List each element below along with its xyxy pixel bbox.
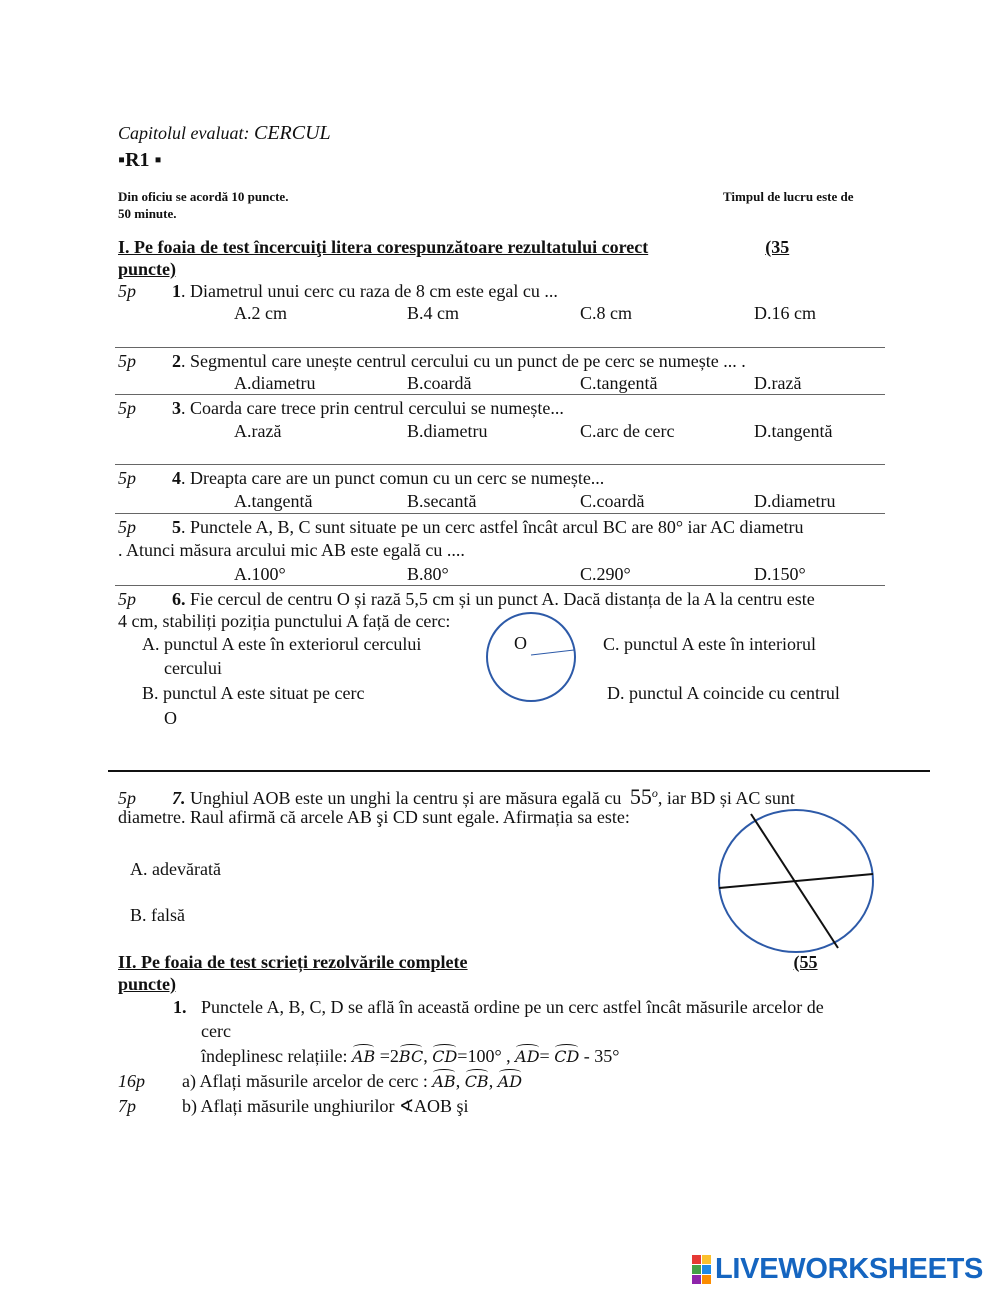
q5-option-a[interactable]: A.100° [234,564,286,584]
relation-tail: - 35° [579,1046,620,1066]
question-5-cont: . Atunci măsura arcului mic AB este egală cu .... [118,540,465,560]
question-points: 5p [118,281,136,301]
question-number: 2 [172,351,181,371]
divider [115,585,885,586]
part2-title [118,951,818,973]
problem-1-text: Punctele A, B, C, D se află în această ordine pe un cerc astfel încât măsurile arcelor de [201,997,824,1017]
q6-option-a[interactable]: A. punctul A este în exteriorul cercului [142,634,422,654]
logo-tiles-icon [692,1255,711,1284]
q4-option-b[interactable]: B.secantă [407,491,477,511]
logo-text: LIVEWORKSHEETS [715,1253,984,1285]
q7-circle-figure [716,806,880,956]
points-note: Din oficiu se acordă 10 puncte. [118,189,289,204]
question-text: Unghiul AOB este un unghi la centru și are măsura egală cu [185,788,622,808]
chapter-line [118,122,331,144]
problem-1-relations [201,1045,619,1068]
circle-outline [487,613,575,701]
q1-option-a[interactable]: A.2 cm [234,303,287,323]
subpoint-b-text: b) Aflați măsurile unghiurilor ∢AOB şi [182,1096,469,1116]
chapter-label: Capitolul evaluat: [118,123,250,143]
part1-points-cont: puncte) [118,259,176,279]
time-note-cont: 50 minute. [118,206,177,221]
logo-tile [702,1255,711,1264]
relations-prefix: îndeplinesc relațiile: [201,1046,352,1066]
q3-option-a[interactable]: A.rază [234,421,282,441]
problem-1-text-cont: cerc [201,1021,231,1041]
question-5 [118,516,804,538]
section-divider [108,770,930,772]
question-7-cont: diametre. Raul afirmă că arcele AB şi CD sunt egale. Afirmația sa este: [118,807,630,827]
question-points: 5p [118,468,136,488]
chapter-name: CERCUL [253,122,331,144]
relation-eq3: = [539,1046,555,1066]
q4-option-d[interactable]: D.diametru [754,491,836,511]
q3-option-d[interactable]: D.tangentă [754,421,833,441]
q4-option-a[interactable]: A.tangentă [234,491,313,511]
question-number: 7. [172,788,186,808]
part2-title-text: II. Pe foaia de test scrieți rezolvările complete [118,952,468,972]
part2-points: (55 [793,952,818,972]
question-1 [118,280,558,302]
logo-tile [692,1255,701,1264]
q5-option-b[interactable]: B.80° [407,564,449,584]
subpoint-a-sep1: , [455,1071,465,1091]
question-text: . Coarda care trece prin centrul cercului se numește... [181,398,564,418]
divider [115,347,885,348]
question-6-cont: 4 cm, stabiliți poziția punctului A față de cerc: [118,611,451,631]
question-number: 1 [172,281,181,301]
arc-ab: AB [432,1072,456,1091]
q7-option-a[interactable]: A. adevărată [130,859,221,879]
arc-cd-2: CD [554,1047,580,1066]
question-3 [118,397,564,419]
q6-option-c[interactable]: C. punctul A este în interiorul [603,634,816,654]
angle-value: 55 [629,784,652,809]
q3-option-b[interactable]: B.diametru [407,421,488,441]
question-points: 5p [118,351,136,371]
question-text: . Segmentul care unește centrul cercului cu un punct de pe cerc se numește ... . [181,351,746,371]
liveworksheets-logo [692,1253,983,1286]
q1-option-d[interactable]: D.16 cm [754,303,816,323]
subpoint-b-points: 7p [118,1096,136,1116]
subpoint-a [182,1070,522,1093]
question-text: Fie cercul de centru O și rază 5,5 cm și un punct A. Dacă distanța de la A la centru este [185,589,815,609]
question-points: 5p [118,517,136,537]
relation-eq1: =2 [375,1046,399,1066]
q1-option-c[interactable]: C.8 cm [580,303,632,323]
divider [115,394,885,395]
q2-option-a[interactable]: A.diametru [234,373,316,393]
q2-option-d[interactable]: D.rază [754,373,802,393]
arc-cb: CB [464,1072,489,1091]
q5-option-d[interactable]: D.150° [754,564,806,584]
question-points: 5p [118,788,136,808]
arc-cd: CD [432,1047,458,1066]
question-points: 5p [118,589,136,609]
arc-ab: AB [351,1047,376,1066]
question-number: 5 [172,517,181,537]
subpoint-a-text: a) Aflați măsurile arcelor de cerc : [182,1071,433,1091]
time-note: Timpul de lucru este de [723,189,854,204]
arc-ad: AD [497,1072,523,1091]
variant-label: ▪R1 ▪ [118,149,162,171]
q2-option-b[interactable]: B.coardă [407,373,472,393]
q3-option-c[interactable]: C.arc de cerc [580,421,675,441]
subpoint-a-sep2: , [488,1071,498,1091]
question-6 [118,588,815,610]
question-text: . Diametrul unui cerc cu raza de 8 cm este egal cu ... [181,281,558,301]
subpoint-a-points: 16p [118,1071,145,1091]
q2-option-c[interactable]: C.tangentă [580,373,658,393]
center-label: O [514,633,527,653]
q6-option-b[interactable]: B. punctul A este situat pe cerc [142,683,365,703]
q6-option-d[interactable]: D. punctul A coincide cu centrul [607,683,840,703]
diameter-ac [719,874,873,888]
question-number: 4 [172,468,181,488]
question-number: 6. [172,589,186,609]
question-text: . Punctele A, B, C sunt situate pe un cerc astfel încât arcul BC are 80° iar AC diametru [181,517,804,537]
radius-line [531,650,574,655]
arc-ad: AD [515,1047,540,1066]
divider [115,513,885,514]
q1-option-b[interactable]: B.4 cm [407,303,459,323]
question-text: . Dreapta care are un punct comun cu un cerc se numește... [181,468,605,488]
divider [115,464,885,465]
part1-title [118,236,789,258]
question-2 [118,350,746,372]
logo-tile [702,1265,711,1274]
q7-option-b[interactable]: B. falsă [130,905,185,925]
question-text-after: , iar BD și AC sunt [657,788,795,808]
q4-option-c[interactable]: C.coardă [580,491,645,511]
logo-tile [702,1275,711,1284]
question-7 [118,782,795,809]
part2-points-cont: puncte) [118,974,176,994]
question-4 [118,467,604,489]
problem-1-number: 1. [173,997,187,1017]
q6-option-a-cont: cercului [164,658,222,678]
q6-option-d-cont: O [164,708,177,728]
arc-bc: BC [398,1047,424,1066]
relation-sep1: , [423,1046,433,1066]
question-number: 3 [172,398,181,418]
part1-points: (35 [765,237,790,257]
logo-tile [692,1265,701,1274]
q5-option-c[interactable]: C.290° [580,564,631,584]
degree-mark: o [651,786,658,800]
question-points: 5p [118,398,136,418]
relation-eq2: =100° , [457,1046,516,1066]
logo-tile [692,1275,701,1284]
q6-circle-figure [484,610,578,704]
part1-title-text: I. Pe foaia de test încercuiţi litera corespunzătoare rezultatului corect [118,237,649,257]
